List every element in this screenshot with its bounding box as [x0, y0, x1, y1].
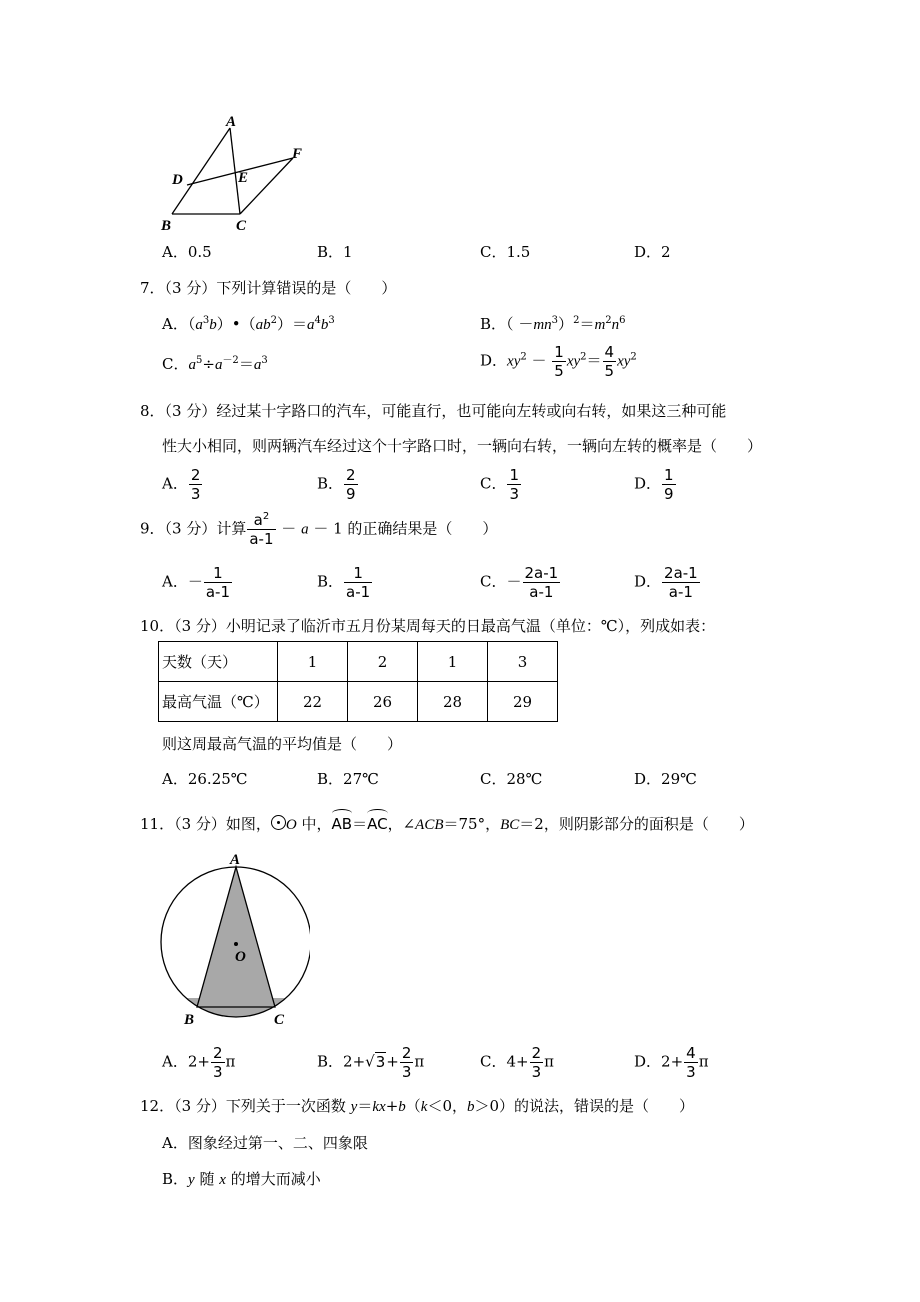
q11-option-c[interactable]: C．4+ $\frac{2}{3}$ π	[480, 1044, 555, 1081]
segment-ba	[172, 128, 230, 214]
q7-stem: 7．（3 分）下列计算错误的是（ ）	[140, 279, 397, 297]
q11-option-b[interactable]: B．2+√3+ $\frac{2}{3}$ π	[317, 1044, 425, 1081]
table-row: 天数（天） 1 2 1 3	[159, 642, 558, 682]
q11-option-a[interactable]: A．2+ $\frac{2}{3}$ π	[162, 1044, 236, 1081]
q8-option-d[interactable]: D． $\frac{1}{9}$	[634, 466, 674, 503]
q6-option-c[interactable]: C．1.5	[480, 243, 531, 261]
q8-option-b[interactable]: B． $\frac{2}{9}$	[317, 466, 356, 503]
q10-option-d[interactable]: D．29℃	[634, 770, 697, 788]
q10-option-b[interactable]: B．27℃	[317, 770, 379, 788]
label-e: E	[238, 170, 249, 186]
segment-cf	[240, 158, 293, 214]
q11-stem: 11．（3 分）如图， O 中，AB＝AC，∠ACB＝75°，BC＝2，则阴影部分的面积是（ ）	[140, 815, 754, 833]
q8-option-c[interactable]: C． $\frac{1}{3}$	[480, 466, 520, 503]
q8-option-a[interactable]: A． $\frac{2}{3}$	[162, 466, 201, 503]
q7-option-c[interactable]: C．$a^5\div a^{-2}=a^3$	[162, 355, 268, 373]
temperature-table	[158, 641, 558, 722]
q11-option-d[interactable]: D．2+ $\frac{4}{3}$ π	[634, 1044, 709, 1081]
q7-option-b[interactable]: B．（ $-mn^3)^2=m^2n^6$	[480, 315, 626, 333]
label-c: C	[274, 1012, 285, 1028]
q10-stem: 10．（3 分）小明记录了临沂市五月份某周每天的日最高气温（单位：℃），列成如表：	[140, 617, 716, 635]
q6-option-b[interactable]: B．1	[317, 243, 353, 261]
label-f: F	[292, 146, 303, 162]
q6-option-d[interactable]: D．2	[634, 243, 671, 261]
q8-stem-line2: 性大小相同，则两辆汽车经过这个十字路口时，一辆向右转，一辆向左转的概率是（ ）	[162, 437, 763, 455]
q7-option-d[interactable]: D．$xy^2$ － $\frac{1}{5}$ $xy^2=$ $\frac{4}{5}$ $xy^2$	[480, 343, 637, 380]
fraction: $\frac{a^2}{a-1}$	[249, 511, 274, 548]
q9-option-c[interactable]: C．－ $\frac{2a-1}{a-1}$	[480, 564, 559, 601]
label-b: B	[184, 1012, 195, 1028]
q8-stem-line1: 8．（3 分）经过某十字路口的汽车，可能直行，也可能向左转或向右转，如果这三种可能	[140, 402, 727, 420]
q12-option-b[interactable]: B．y 随 x 的增大而减小	[162, 1170, 321, 1188]
q12-option-a[interactable]: A．图象经过第一、二、四象限	[162, 1134, 368, 1152]
q10-option-a[interactable]: A．26.25℃	[162, 770, 248, 788]
label-d: D	[172, 172, 183, 188]
center-point	[234, 942, 238, 946]
circle-dot-icon	[271, 815, 286, 830]
label-a: A	[226, 114, 237, 130]
q10-option-c[interactable]: C．28℃	[480, 770, 543, 788]
label-a: A	[230, 852, 241, 868]
fraction: $\frac{4}{5}$	[604, 343, 615, 380]
q7-option-a[interactable]: A．$(a^3b)•(ab^2)=a^4b^3$	[162, 315, 335, 333]
q6-option-a[interactable]: A．0.5	[162, 243, 212, 261]
q12-stem: 12．（3 分）下列关于一次函数 y＝kx+b（k＜0，b＞0）的说法，错误的是（ ）	[140, 1097, 695, 1115]
q10-after: 则这周最高气温的平均值是（ ）	[162, 735, 403, 753]
label-o: O	[235, 949, 246, 965]
q9-option-a[interactable]: A．－ $\frac{1}{a-1}$	[162, 564, 231, 601]
label-b: B	[161, 218, 172, 234]
q9-option-b[interactable]: B． $\frac{1}{a-1}$	[317, 564, 371, 601]
label-c: C	[236, 218, 247, 234]
table-row: 最高气温（℃） 22 26 28 29	[159, 682, 558, 722]
fraction: $\frac{1}{5}$	[554, 343, 564, 380]
q9-stem: 9．（3 分）计算 $\frac{a^2}{a-1}$ － a － 1 的正确结果是（ ）	[140, 511, 498, 548]
q9-option-d[interactable]: D． $\frac{2a-1}{a-1}$	[634, 564, 698, 601]
shaded-triangle	[197, 867, 275, 1007]
figure-circle-triangle	[150, 848, 310, 1030]
figure-parallelogram	[150, 110, 320, 235]
